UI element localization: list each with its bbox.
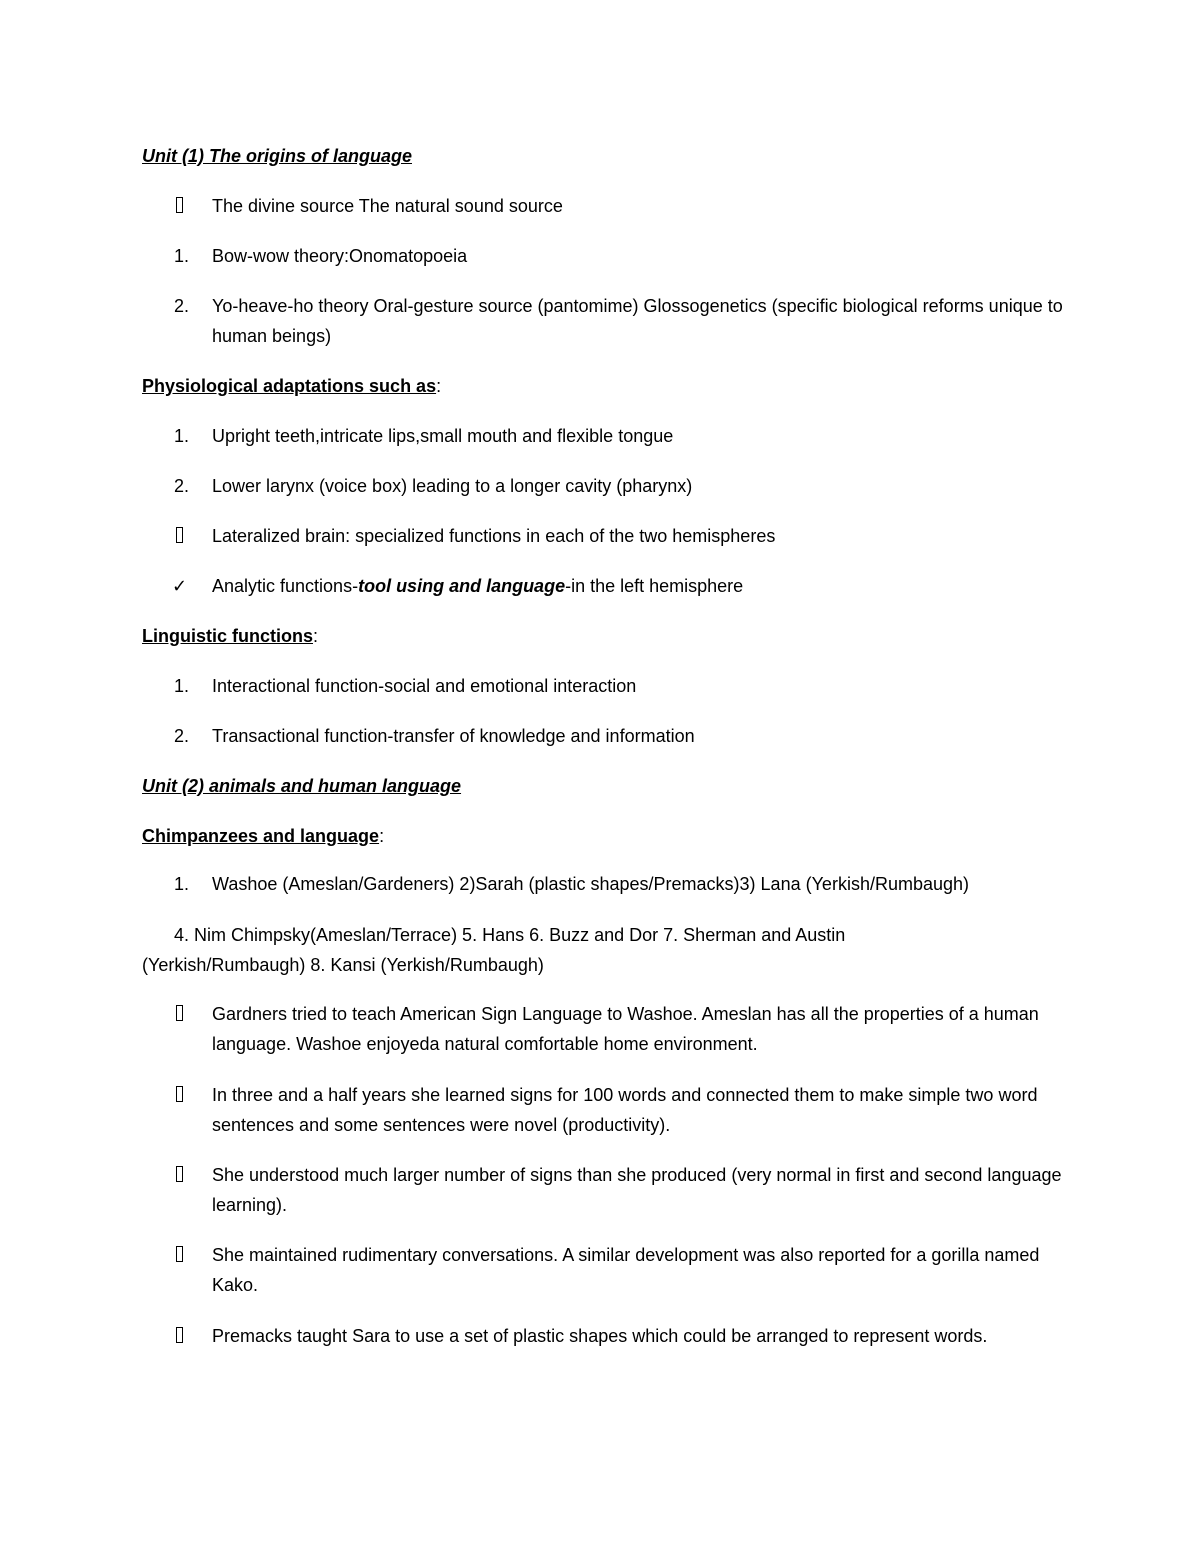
check-text xyxy=(212,571,1072,601)
chimps-heading-line xyxy=(142,821,1072,851)
item-text: Yo-heave-ho theory Oral-gesture source (pantomime) Glossogenetics (specific biological reforms unique to human beings) xyxy=(212,296,1063,346)
item-number: 2. xyxy=(174,726,190,746)
check-text-emphasis: tool using and language xyxy=(358,576,566,596)
check-text-pre: Analytic functions- xyxy=(212,576,359,596)
item-number: 1. xyxy=(174,426,190,446)
bullet-text: In three and a half years she learned signs for 100 words and connected them to make simple two word sentences and some sentences were novel (productivity). xyxy=(212,1085,1038,1135)
square-bullet-icon xyxy=(176,527,183,543)
item-text: Lower larynx (voice box) leading to a longer cavity (pharynx) xyxy=(212,476,693,496)
bullet-text: She understood much larger number of signs than she produced (very normal in first and second language learning). xyxy=(212,1165,1062,1215)
linguistic-heading: Linguistic functions xyxy=(142,626,313,646)
item-text: Transactional function-transfer of knowledge and information xyxy=(212,726,695,746)
square-bullet-icon xyxy=(176,1005,183,1021)
continuation-line: (Yerkish/Rumbaugh) 8. Kansi (Yerkish/Rumbaugh) xyxy=(142,955,544,975)
item-number: 2. xyxy=(174,476,190,496)
check-text-post: -in the left hemisphere xyxy=(565,576,744,596)
square-bullet-icon xyxy=(176,197,183,213)
item-text: Bow-wow theory:Onomatopoeia xyxy=(212,246,468,266)
item-number: 1. xyxy=(174,246,190,266)
item-text: Upright teeth,intricate lips,small mouth and flexible tongue xyxy=(212,426,674,446)
bullet-text: Gardners tried to teach American Sign Language to Washoe. Ameslan has all the properties of a human language. Washoe enjoyeda natural comfortable home environment. xyxy=(212,1004,1039,1054)
square-bullet-icon xyxy=(176,1086,183,1102)
heading-colon: : xyxy=(379,826,385,846)
square-bullet-icon xyxy=(176,1246,183,1262)
checkmark-icon: ✓ xyxy=(172,576,188,596)
unit1-heading: Unit (1) The origins of language xyxy=(142,146,412,166)
item-text: Washoe (Ameslan/Gardeners) 2)Sarah (plastic shapes/Premacks)3) Lana (Yerkish/Rumbaugh) xyxy=(212,874,970,894)
chimps-heading: Chimpanzees and language xyxy=(142,826,380,846)
continuation-line: 4. Nim Chimpsky(Ameslan/Terrace) 5. Hans 6. Buzz and Dor 7. Sherman and Austin xyxy=(174,925,846,945)
unit2-heading: Unit (2) animals and human language xyxy=(142,776,462,796)
item-number: 2. xyxy=(174,296,190,316)
item-number: 1. xyxy=(174,874,190,894)
physio-heading-line xyxy=(142,371,1072,401)
bullet-text: She maintained rudimentary conversations. A similar development was also reported for a gorilla named Kako. xyxy=(212,1245,1040,1295)
item-number: 1. xyxy=(174,676,190,696)
bullet-text: Premacks taught Sara to use a set of plastic shapes which could be arranged to represent words. xyxy=(212,1326,988,1346)
square-bullet-icon xyxy=(176,1327,183,1343)
heading-colon: : xyxy=(436,376,442,396)
bullet-text: The divine source The natural sound source xyxy=(212,196,563,216)
physio-heading: Physiological adaptations such as xyxy=(142,376,437,396)
heading-colon: : xyxy=(313,626,319,646)
bullet-text: Lateralized brain: specialized functions in each of the two hemispheres xyxy=(212,526,776,546)
item-text: Interactional function-social and emotional interaction xyxy=(212,676,637,696)
square-bullet-icon xyxy=(176,1166,183,1182)
linguistic-heading-line xyxy=(142,621,1072,651)
